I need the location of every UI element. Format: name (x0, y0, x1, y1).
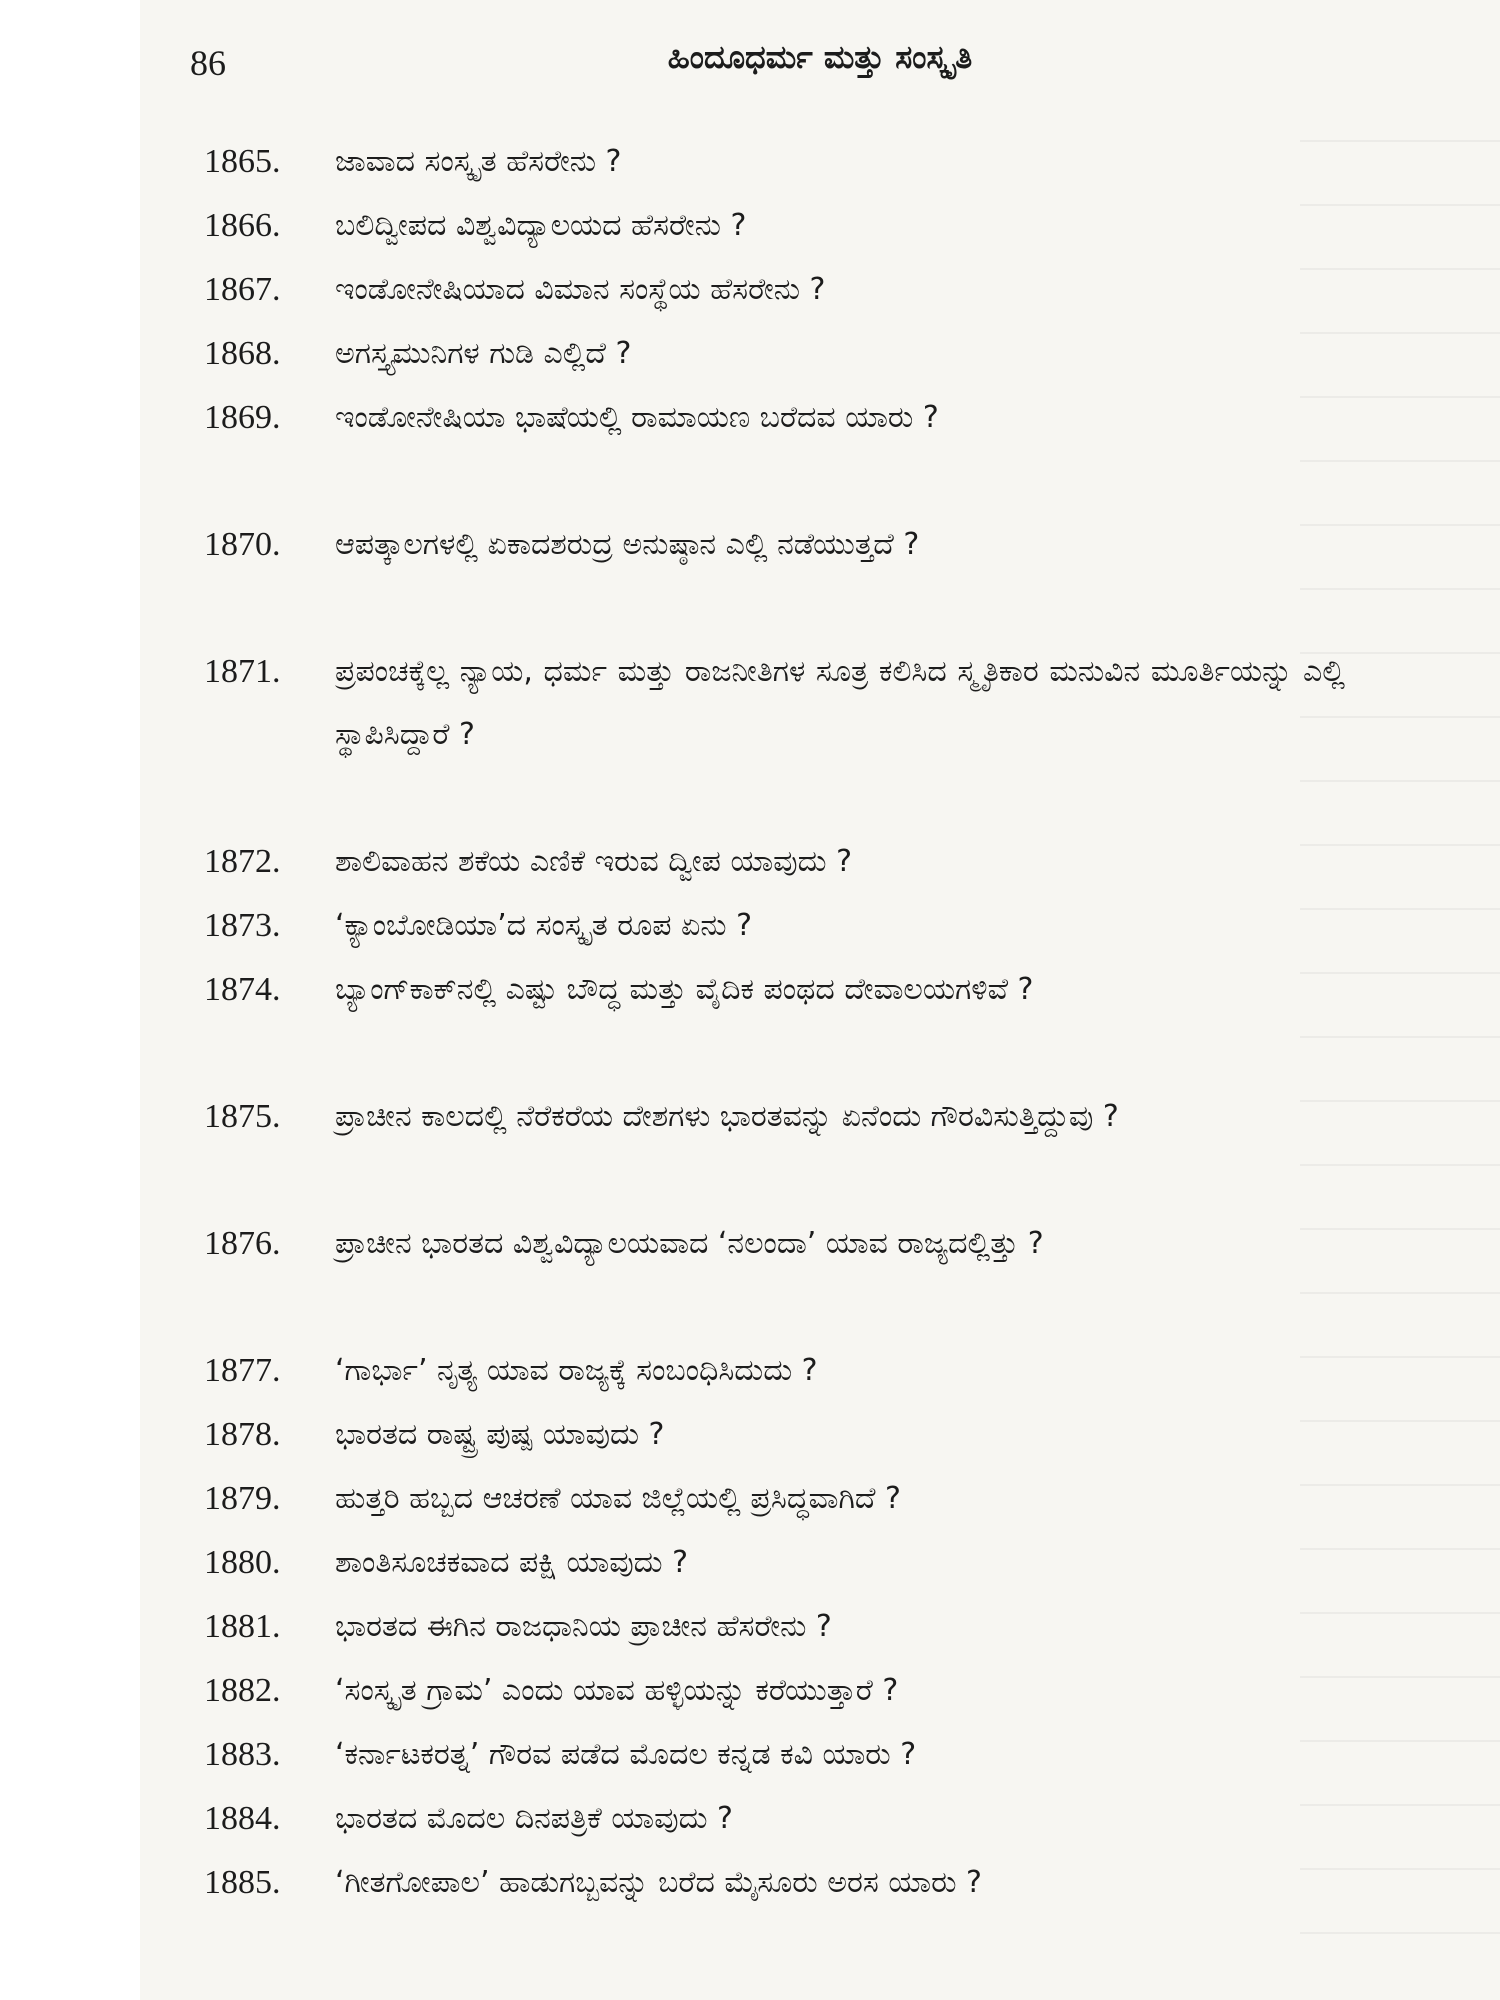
question-item (140, 1531, 1500, 1595)
question-item (140, 258, 1500, 322)
question-number: 1884. (204, 1800, 281, 1837)
question-number: 1881. (204, 1608, 281, 1645)
question-text: ‘ಕರ್ನಾಟಕರತ್ನ’ ಗೌರವ ಪಡೆದ ಮೊದಲ ಕನ್ನಡ ಕವಿ ಯಾರು ? (335, 1737, 917, 1772)
question-number: 1874. (204, 971, 281, 1008)
question-text: ಅಗಸ್ತ್ಯಮುನಿಗಳ ಗುಡಿ ಎಲ್ಲಿದೆ ? (335, 336, 632, 371)
question-text: ‘ಸಂಸ್ಕೃತ ಗ್ರಾಮ’ ಎಂದು ಯಾವ ಹಳ್ಳಿಯನ್ನು ಕರೆಯುತ್ತಾರೆ ? (335, 1673, 899, 1708)
question-item (140, 1212, 1500, 1339)
running-title: ಹಿಂದೂಧರ್ಮ ಮತ್ತು ಸಂಸ್ಕೃತಿ (667, 38, 973, 76)
question-number: 1883. (204, 1736, 281, 1773)
question-text: ಶಾಲಿವಾಹನ ಶಕೆಯ ಎಣಿಕೆ ಇರುವ ದ್ವೀಪ ಯಾವುದು ? (335, 844, 852, 879)
question-text: ಪ್ರಾಚೀನ ಭಾರತದ ವಿಶ್ವವಿದ್ಯಾಲಯವಾದ ‘ನಲಂದಾ’ ಯಾವ ರಾಜ್ಯದಲ್ಲಿತ್ತು ? (335, 1226, 1044, 1261)
question-item (140, 894, 1500, 958)
question-item (140, 1403, 1500, 1467)
question-text: ‘ಗಾರ್ಭಾ’ ನೃತ್ಯ ಯಾವ ರಾಜ್ಯಕ್ಕೆ ಸಂಬಂಧಿಸಿದುದು ? (335, 1353, 818, 1388)
question-number: 1872. (204, 843, 281, 880)
question-item (140, 1467, 1500, 1531)
question-text: ಇಂಡೋನೇಷಿಯಾ ಭಾಷೆಯಲ್ಲಿ ರಾಮಾಯಣ ಬರೆದವ ಯಾರು ? (335, 400, 939, 435)
question-text: ಇಂಡೋನೇಷಿಯಾದ ವಿಮಾನ ಸಂಸ್ಥೆಯ ಹೆಸರೇನು ? (335, 272, 826, 307)
question-number: 1870. (204, 526, 281, 563)
question-text: ಬ್ಯಾಂಗ್‌ಕಾಕ್‌ನಲ್ಲಿ ಎಷ್ಟು ಬೌದ್ಧ ಮತ್ತು ವೈದಿಕ ಪಂಥದ ದೇವಾಲಯಗಳಿವೆ ? (335, 972, 1034, 1007)
question-number: 1882. (204, 1672, 281, 1709)
question-text: ಭಾರತದ ರಾಷ್ಟ್ರ ಪುಷ್ಪ ಯಾವುದು ? (335, 1417, 665, 1452)
question-item (140, 513, 1500, 640)
question-text: ಪ್ರಪಂಚಕ್ಕೆಲ್ಲ ನ್ಯಾಯ, ಧರ್ಮ ಮತ್ತು ರಾಜನೀತಿಗಳ ಸೂತ್ರ ಕಲಿಸಿದ ಸ್ಮೃತಿಕಾರ ಮನುವಿನ ಮೂರ್ತಿಯನ್ನು ಎಲ್ಲಿ ಸ್ಥಾಪಿಸಿದ್ದಾರೆ ? (335, 654, 1345, 752)
question-item (140, 1723, 1500, 1787)
question-text: ಶಾಂತಿಸೂಚಕವಾದ ಪಕ್ಷಿ ಯಾವುದು ? (335, 1545, 689, 1580)
question-list (140, 130, 1500, 1978)
question-number: 1878. (204, 1416, 281, 1453)
question-text: ಹುತ್ತರಿ ಹಬ್ಬದ ಆಚರಣೆ ಯಾವ ಜಿಲ್ಲೆಯಲ್ಲಿ ಪ್ರಸಿದ್ಧವಾಗಿದೆ ? (335, 1481, 901, 1516)
question-text: ‘ಗೀತಗೋಪಾಲ’ ಹಾಡುಗಬ್ಬವನ್ನು ಬರೆದ ಮೈಸೂರು ಅರಸ ಯಾರು ? (335, 1865, 982, 1900)
question-text: ಪ್ರಾಚೀನ ಕಾಲದಲ್ಲಿ ನೆರೆಕರೆಯ ದೇಶಗಳು ಭಾರತವನ್ನು ಏನೆಂದು ಗೌರವಿಸುತ್ತಿದ್ದುವು ? (335, 1099, 1119, 1134)
question-text: ಆಪತ್ಕಾಲಗಳಲ್ಲಿ ಏಕಾದಶರುದ್ರ ಅನುಷ್ಠಾನ ಎಲ್ಲಿ ನಡೆಯುತ್ತದೆ ? (335, 527, 920, 562)
question-number: 1875. (204, 1098, 281, 1135)
question-item (140, 1595, 1500, 1659)
question-number: 1871. (204, 653, 281, 690)
question-item (140, 194, 1500, 258)
page-number: 86 (190, 43, 226, 83)
question-item (140, 322, 1500, 386)
question-text: ಭಾರತದ ಈಗಿನ ರಾಜಧಾನಿಯ ಪ್ರಾಚೀನ ಹೆಸರೇನು ? (335, 1609, 832, 1644)
question-number: 1866. (204, 207, 281, 244)
question-item (140, 1339, 1500, 1403)
question-number: 1867. (204, 271, 281, 308)
question-text: ಭಾರತದ ಮೊದಲ ದಿನಪತ್ರಿಕೆ ಯಾವುದು ? (335, 1801, 733, 1836)
question-item (140, 1659, 1500, 1723)
question-item (140, 1851, 1500, 1978)
book-page (140, 0, 1500, 2000)
question-number: 1880. (204, 1544, 281, 1581)
question-item (140, 130, 1500, 194)
page-header (140, 38, 1500, 98)
question-number: 1873. (204, 907, 281, 944)
question-number: 1876. (204, 1225, 281, 1262)
question-number: 1879. (204, 1480, 281, 1517)
question-item (140, 830, 1500, 894)
question-item (140, 1787, 1500, 1851)
question-text: ಜಾವಾದ ಸಂಸ್ಕೃತ ಹೆಸರೇನು ? (335, 144, 622, 179)
question-item (140, 958, 1500, 1085)
question-text: ‘ಕ್ಯಾಂಬೋಡಿಯಾ’ದ ಸಂಸ್ಕೃತ ರೂಪ ಏನು ? (335, 908, 753, 943)
question-number: 1885. (204, 1864, 281, 1901)
question-item (140, 1085, 1500, 1212)
question-number: 1865. (204, 143, 281, 180)
question-item (140, 386, 1500, 513)
question-number: 1877. (204, 1352, 281, 1389)
question-text: ಬಲಿದ್ವೀಪದ ವಿಶ್ವವಿದ್ಯಾಲಯದ ಹೆಸರೇನು ? (335, 208, 747, 243)
question-item (140, 640, 1500, 830)
question-number: 1869. (204, 399, 281, 436)
question-number: 1868. (204, 335, 281, 372)
